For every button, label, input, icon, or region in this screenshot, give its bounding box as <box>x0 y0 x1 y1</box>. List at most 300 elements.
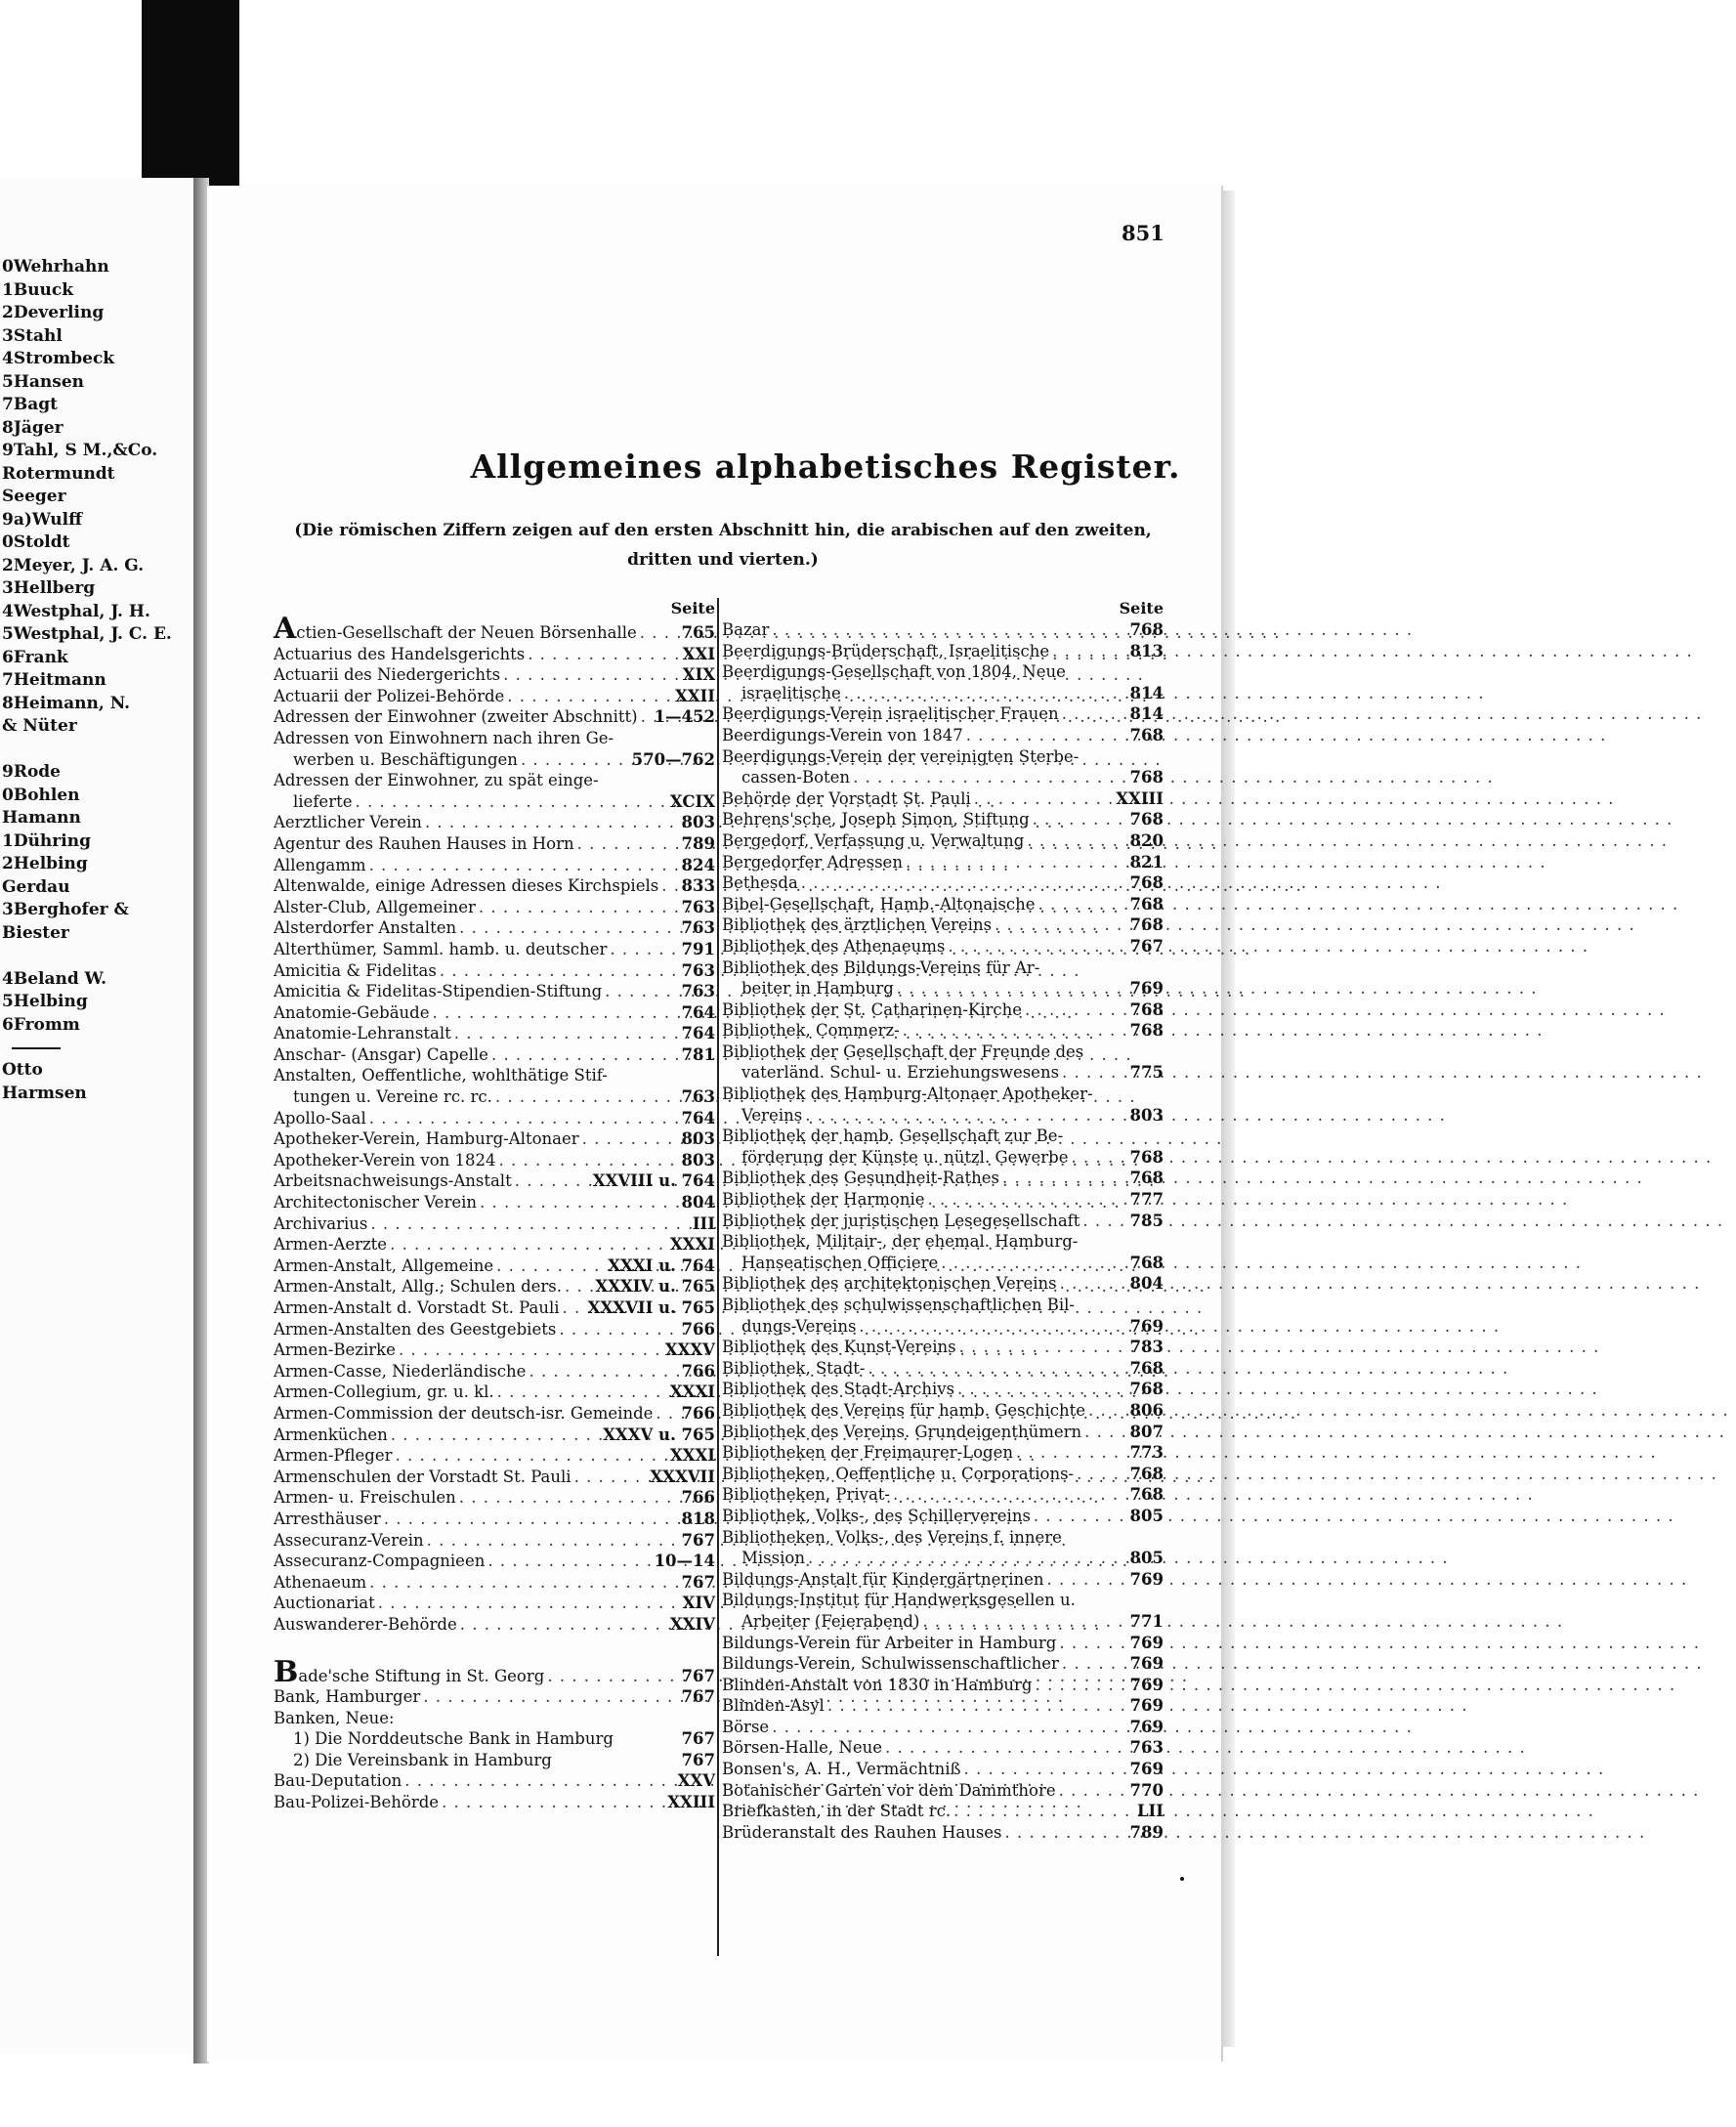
index-entry <box>722 1759 1164 1780</box>
leader-dots <box>1005 1822 1127 1844</box>
entry-text: Agentur des Rauhen Hauses in Horn <box>274 833 574 853</box>
left-page-line: Gerdau <box>2 876 70 897</box>
entry-text: Bibliothek des Gesundheit-Rathes <box>722 1169 999 1188</box>
left-page-line: 3Hellberg <box>2 578 96 598</box>
index-entry <box>274 1150 715 1171</box>
entry-text: Auswanderer-Behörde <box>274 1614 457 1634</box>
entry-text: Brüderanstalt des Rauhen Hauses <box>722 1822 1002 1842</box>
entry-text: Vereins <box>741 1105 803 1125</box>
index-entry <box>722 1253 1164 1274</box>
entry-page: XXXVII <box>650 1467 715 1486</box>
entry-text: Behörde der Vorstadt St. Pauli <box>722 788 971 808</box>
left-page-line: 3Stahl <box>2 325 63 346</box>
entry-page: 765 <box>681 623 715 642</box>
leader-dots <box>440 960 679 982</box>
leader-dots <box>497 1382 667 1403</box>
entry-text: Actuarius des Handelsgerichts <box>274 644 526 663</box>
entry-page: 814 <box>1129 704 1164 724</box>
leader-dots <box>868 1358 1127 1380</box>
index-entry <box>274 939 715 960</box>
seite-header-right: Seite <box>1119 599 1164 617</box>
index-entry <box>274 791 715 813</box>
leader-dots <box>1052 641 1126 662</box>
entry-text: Briefkasten, in der Stadt rc. <box>722 1802 952 1821</box>
entry-text: Architectonischer Verein <box>274 1193 478 1212</box>
entry-text: Börse <box>722 1717 770 1736</box>
leader-dots <box>442 1792 664 1813</box>
entry-page: 805 <box>1129 1549 1164 1568</box>
index-entry <box>274 1487 715 1509</box>
leader-dots <box>1002 1168 1127 1189</box>
entry-text: Bibliothek der juristischen Lesegesellschaft <box>722 1211 1080 1230</box>
index-entry <box>274 1792 715 1813</box>
left-page-line: 3Berghofer & <box>2 900 129 919</box>
index-entry <box>722 661 1164 683</box>
entry-text: Bibliotheken, Privat- <box>722 1485 890 1505</box>
leader-dots <box>1047 1569 1127 1591</box>
entry-page: 824 <box>681 855 715 874</box>
entry-text: Bonsen's, A. H., Vermächtniß <box>722 1760 961 1779</box>
index-entry <box>722 1422 1164 1443</box>
index-entry <box>722 1653 1164 1675</box>
index-entry <box>722 1379 1164 1400</box>
index-entry <box>274 728 715 749</box>
index-entry <box>722 1400 1164 1422</box>
entry-text: Bildungs-Verein, Schulwissenschaftlicher <box>722 1654 1059 1674</box>
entry-page: 767 <box>681 1572 715 1592</box>
column-divider <box>717 598 719 1956</box>
index-entry <box>722 1780 1164 1802</box>
entry-page: XIV <box>682 1594 715 1613</box>
index-entry <box>274 812 715 833</box>
entry-text-rest: ctien-Gesellschaft der Neuen Börsenhalle <box>296 623 637 642</box>
entry-text: Alterthümer, Samml. hamb. u. deutscher <box>274 939 608 958</box>
entry-text: Bethesda <box>722 873 798 893</box>
entry-page: 769 <box>1129 979 1164 999</box>
entry-page: 807 <box>1129 1422 1164 1441</box>
entry-text: Beerdigungs-Gesellschaft von 1804, Neue <box>722 662 1066 682</box>
leader-dots <box>1034 1506 1127 1527</box>
index-entry <box>274 1530 715 1552</box>
index-entry <box>274 1509 715 1530</box>
leader-dots <box>844 683 1127 704</box>
left-page-line: 4Strombeck <box>2 349 115 368</box>
index-entry <box>722 725 1164 746</box>
index-entry <box>274 1425 715 1446</box>
entry-page: XXI <box>682 644 715 663</box>
entry-text: Arbeitsnachweisungs-Anstalt <box>274 1171 512 1191</box>
entry-page: 803 <box>681 1129 715 1149</box>
index-entry <box>274 706 715 728</box>
entry-page: 804 <box>1129 1274 1164 1294</box>
entry-text: Beerdigungs-Verein israelitischer Frauen <box>722 704 1059 724</box>
index-entry <box>722 1273 1164 1295</box>
leader-dots <box>565 1276 592 1297</box>
entry-page: 10—14 <box>654 1552 715 1571</box>
index-entry <box>722 936 1164 957</box>
leader-dots <box>1062 1653 1127 1675</box>
index-entry <box>274 749 715 771</box>
entry-text: Arbeiter (Feierabend) <box>741 1611 920 1631</box>
leader-dots <box>1062 703 1127 725</box>
leader-dots <box>1084 1422 1126 1443</box>
entry-page: XXXVII u. 765 <box>587 1298 715 1317</box>
leader-dots <box>390 1234 667 1255</box>
entry-page: 813 <box>1129 641 1164 660</box>
entry-text: Blinden-Asyl <box>722 1696 825 1716</box>
index-entry <box>722 1590 1164 1611</box>
index-entry <box>722 1000 1164 1021</box>
entry-page: 820 <box>1129 830 1164 850</box>
entry-text: Bibliothek der Gesellschaft der Freunde des <box>722 1042 1084 1061</box>
leader-dots <box>957 1379 1127 1400</box>
entry-text: Bibliothek, Militair-, der ehemal. Hamburg- <box>722 1232 1079 1252</box>
entry-text: Hanseatischen Officiere <box>741 1253 939 1272</box>
index-entry <box>722 1633 1164 1654</box>
index-entry <box>274 1572 715 1594</box>
left-page-line <box>2 739 172 762</box>
leader-dots <box>459 1487 679 1509</box>
entry-text: Armen- u. Freischulen <box>274 1488 456 1508</box>
index-entry <box>722 1822 1164 1844</box>
leader-dots <box>496 1255 605 1277</box>
entry-text: vaterländ. Schul- u. Erziehungswesens <box>741 1063 1060 1083</box>
index-entry <box>274 1170 715 1192</box>
entry-page: 768 <box>1129 1021 1164 1041</box>
leader-dots <box>1077 1464 1126 1485</box>
entry-text: Archivarius <box>274 1213 368 1233</box>
leader-dots <box>459 917 678 939</box>
left-page-line: Biester <box>2 922 69 943</box>
entry-text: Bergedorf, Verfassung u. Verwaltung <box>722 830 1025 850</box>
entry-text: lieferte <box>293 791 353 811</box>
leader-dots <box>974 788 1113 810</box>
index-entry <box>274 1403 715 1425</box>
leader-dots <box>563 1297 585 1319</box>
entry-page: 789 <box>1129 1822 1164 1842</box>
leader-dots <box>454 1023 679 1044</box>
index-entry <box>274 897 715 918</box>
entry-page: XXXI <box>669 1383 715 1402</box>
leader-dots <box>964 1759 1127 1780</box>
entry-page: 814 <box>1129 683 1164 702</box>
index-entry <box>274 1593 715 1614</box>
entry-text: Beerdigungs-Brüderschaft, Israelitische <box>722 641 1050 660</box>
left-page-line: 0Stoldt <box>2 532 70 552</box>
entry-page: LII <box>1136 1802 1164 1821</box>
entry-page: 768 <box>1129 1147 1164 1167</box>
entry-text: Actuarii des Niedergerichts <box>274 665 501 685</box>
leader-dots <box>529 1361 678 1383</box>
leader-dots <box>656 1403 678 1425</box>
entry-text: Blinden-Anstalt von 1830 in Hamburg <box>722 1675 1033 1694</box>
entry-text: Armen-Casse, Niederländische <box>274 1361 527 1381</box>
leader-dots <box>433 1002 679 1024</box>
leader-dots <box>503 664 680 686</box>
leader-dots <box>995 915 1126 936</box>
leader-dots <box>605 981 678 1002</box>
leader-dots <box>1060 1273 1127 1295</box>
entry-text: Anatomie-Lehranstalt <box>274 1024 451 1043</box>
entry-text: beiter in Hamburg <box>741 979 894 999</box>
index-entry <box>722 852 1164 873</box>
entry-text: cassen-Boten <box>741 768 851 787</box>
entry-page: 775 <box>1129 1063 1164 1083</box>
section-initial: A <box>274 612 297 646</box>
entry-text: Mission <box>741 1549 805 1568</box>
entry-page: 768 <box>1129 1169 1164 1188</box>
entry-text: Bibliothek, Commerz- <box>722 1021 900 1041</box>
entry-page: 766 <box>681 1361 715 1381</box>
entry-page: XXII <box>674 686 715 705</box>
entry-page: 767 <box>681 1687 715 1707</box>
left-page-line: Otto <box>2 1060 43 1080</box>
entry-text: Bibliotheken, Oeffentliche u. Corporations- <box>722 1464 1075 1483</box>
leader-dots <box>423 1686 678 1708</box>
entry-page: 768 <box>1129 1253 1164 1272</box>
entry-page: 805 <box>1129 1506 1164 1525</box>
leader-dots <box>404 1770 674 1792</box>
leader-dots <box>1088 1400 1127 1422</box>
index-entry <box>274 1234 715 1255</box>
leader-dots <box>859 1316 1126 1338</box>
entry-page: 777 <box>1129 1190 1164 1210</box>
section-initial: B <box>274 1654 299 1689</box>
entry-page: XXXIV u. 765 <box>595 1277 715 1297</box>
entry-text: Armen-Pfleger <box>274 1446 393 1466</box>
entry-text: dungs-Vereins <box>741 1316 857 1336</box>
entry-text: Amicitia & Fidelitas-Stipendien-Stiftung <box>274 982 603 1001</box>
entry-text: Armen-Bezirke <box>274 1340 396 1360</box>
index-entry <box>274 1750 715 1771</box>
index-entry <box>722 1168 1164 1189</box>
index-entry <box>722 1548 1164 1569</box>
left-page-line: 9a)Wulff <box>2 509 83 530</box>
entry-page: 766 <box>681 1403 715 1423</box>
entry-page: 767 <box>681 1729 715 1749</box>
left-page-line: 2Helbing <box>2 854 88 873</box>
index-entry <box>722 1737 1164 1759</box>
entry-page: XXXI <box>669 1446 715 1466</box>
entry-page: XCIX <box>669 791 715 811</box>
entry-page: 783 <box>1129 1338 1164 1357</box>
entry-text: Armenschulen der Vorstadt St. Pauli <box>274 1467 572 1486</box>
index-entry <box>274 1708 715 1729</box>
entry-text: Alsterdorfer Anstalten <box>274 918 457 938</box>
entry-text: Auctionariat <box>274 1594 375 1613</box>
entry-text: Bibliothek des Bildungs-Vereins für Ar- <box>722 957 1040 977</box>
entry-text: Bibliothek der Harmonie <box>722 1190 925 1210</box>
index-entry <box>274 1614 715 1636</box>
index-entry <box>274 644 715 665</box>
entry-page: 769 <box>1129 1675 1164 1694</box>
entry-text-rest: ade'sche Stiftung in St. Georg <box>298 1666 545 1685</box>
entry-text: Banken, Neue: <box>274 1708 395 1727</box>
leader-dots <box>547 1666 678 1687</box>
entry-page: 768 <box>1129 768 1164 787</box>
leader-dots <box>610 939 678 960</box>
index-entry <box>274 1382 715 1403</box>
entry-text: Armen-Anstalt, Allg.; Schulen ders. <box>274 1277 563 1297</box>
left-page-line: & Nüter <box>2 716 77 736</box>
leader-dots <box>1033 809 1127 830</box>
entry-text: werben u. Beschäftigungen <box>293 749 518 769</box>
leader-dots <box>641 706 652 728</box>
leader-dots <box>384 1509 679 1530</box>
entry-text: Bibliotheken der Freimaurer-Logen <box>722 1443 1014 1463</box>
index-entry <box>274 1770 715 1792</box>
index-entry <box>274 1340 715 1361</box>
entry-text: Börsen-Halle, Neue <box>722 1738 883 1758</box>
leader-dots <box>480 1192 679 1213</box>
index-entry <box>274 1276 715 1297</box>
entry-text: Armen-Anstalt d. Vorstadt St. Pauli <box>274 1298 560 1317</box>
entry-page: 804 <box>681 1193 715 1212</box>
entry-page: 781 <box>681 1044 715 1064</box>
entry-text: israelitische <box>741 683 841 702</box>
index-entry <box>722 703 1164 725</box>
entry-text: Bibliothek des schulwissenschaftlichen Bil- <box>722 1296 1075 1314</box>
left-page-line: Hamann <box>2 808 81 828</box>
entry-text: Anschar- (Ansgar) Capelle <box>274 1044 488 1064</box>
page-title: Allgemeines alphabetisches Register. <box>470 447 1181 486</box>
entry-text: Arresthäuser <box>274 1509 381 1528</box>
entry-text: Bank, Hamburger <box>274 1687 421 1707</box>
index-entry <box>722 1611 1164 1633</box>
entry-page: 791 <box>681 939 715 958</box>
entry-text: Armen-Anstalt, Allgemeine <box>274 1255 494 1275</box>
entry-text: Armen-Collegium, gr. u. kl. <box>274 1383 494 1402</box>
index-entry <box>722 1464 1164 1485</box>
entry-page: 768 <box>1129 915 1164 935</box>
left-page-line: 5Westphal, J. C. E. <box>2 624 172 644</box>
index-entry <box>722 915 1164 936</box>
entry-page: XIX <box>682 665 715 685</box>
leader-dots <box>772 619 1126 641</box>
entry-page: 767 <box>1129 936 1164 956</box>
leader-dots <box>928 1189 1127 1211</box>
entry-text: Altenwalde, einige Adressen dieses Kirchspiels <box>274 876 659 896</box>
index-entry <box>722 1062 1164 1084</box>
index-entry <box>722 1189 1164 1211</box>
entry-text: Assecuranz-Verein <box>274 1530 424 1550</box>
index-entry <box>722 1358 1164 1380</box>
leader-dots <box>528 644 679 665</box>
left-page-line <box>12 1047 61 1049</box>
leader-dots <box>370 1213 689 1235</box>
entry-page: 768 <box>1129 873 1164 893</box>
index-entry <box>274 1551 715 1572</box>
entry-text <box>274 612 637 646</box>
leader-dots <box>959 1337 1127 1358</box>
index-entry <box>274 833 715 855</box>
entry-page: 821 <box>1129 852 1164 872</box>
entry-page: 770 <box>1129 1780 1164 1800</box>
index-entry <box>722 1105 1164 1127</box>
entry-page: 803 <box>681 1150 715 1170</box>
left-page-line: 9Rode <box>2 762 61 782</box>
entry-text: Anatomie-Gebäude <box>274 1002 430 1022</box>
entry-text <box>274 1654 545 1689</box>
leader-dots <box>487 1551 651 1572</box>
entry-text: Bildungs-Verein für Arbeiter in Hamburg <box>722 1633 1057 1652</box>
index-entry <box>722 1126 1164 1147</box>
entry-page: 768 <box>1129 620 1164 639</box>
index-entry <box>274 1213 715 1235</box>
entry-text: förderung der Künste u. nützl. Gewerbe <box>741 1147 1069 1167</box>
seite-header-left: Seite <box>670 599 715 617</box>
index-entry <box>722 1147 1164 1169</box>
leader-dots <box>1082 1211 1126 1232</box>
leader-dots <box>515 1170 590 1192</box>
entry-text: Bibliothek, Volks-, des Schillervereins <box>722 1506 1031 1525</box>
leader-dots <box>1062 1062 1127 1084</box>
entry-page: 768 <box>1129 725 1164 744</box>
index-column-left <box>274 598 715 1813</box>
entry-page: XXXV u. 765 <box>603 1425 715 1444</box>
entry-text: Beerdigungs-Verein von 1847 <box>722 725 963 744</box>
leader-dots <box>953 1801 1134 1822</box>
entry-page: XXXI <box>669 1235 715 1255</box>
entry-text: Bibliothek des ärztlichen Vereins <box>722 915 993 935</box>
left-page-line: 5Hansen <box>2 371 85 392</box>
leader-dots <box>521 749 629 771</box>
index-column-right <box>722 598 1164 1843</box>
entry-text: Bazar <box>722 620 770 639</box>
entry-text: Armen-Aerzte <box>274 1235 388 1255</box>
index-entry <box>722 894 1164 915</box>
index-entry <box>722 1569 1164 1591</box>
index-entry <box>722 1231 1164 1253</box>
left-page-line: 4Beland W. <box>2 968 107 989</box>
left-page-line: 6Fromm <box>2 1014 80 1035</box>
index-entry <box>722 1211 1164 1232</box>
leader-dots <box>460 1614 667 1636</box>
entry-page: 833 <box>681 876 715 896</box>
index-entry <box>722 788 1164 810</box>
leader-dots <box>941 1253 1126 1274</box>
index-entry <box>274 1467 715 1488</box>
left-page-line: 6Frank <box>2 647 68 667</box>
index-entry <box>722 1527 1164 1549</box>
entry-page: 803 <box>1129 1105 1164 1125</box>
index-entry <box>722 1337 1164 1358</box>
entry-text: Bibliothek des Vereins. Grundeigenthümern <box>722 1422 1082 1441</box>
entry-text: Athenaeum <box>274 1572 367 1592</box>
index-entry <box>274 664 715 686</box>
leader-dots <box>396 1445 667 1467</box>
entry-page: 803 <box>681 813 715 832</box>
entry-page: 763 <box>681 918 715 938</box>
leader-dots <box>391 1425 600 1446</box>
index-entry <box>274 1297 715 1319</box>
leader-dots <box>1027 830 1126 852</box>
leader-dots <box>906 852 1127 873</box>
leader-dots <box>399 1340 662 1361</box>
left-page-line: 2Deverling <box>2 303 105 322</box>
index-entry <box>722 830 1164 852</box>
entry-text: Bibliothek der hamb. Gesellschaft zur Be- <box>722 1127 1064 1146</box>
leader-dots <box>574 1467 648 1488</box>
entry-page: 768 <box>1129 894 1164 914</box>
left-page-line: 7Heitmann <box>2 670 106 690</box>
entry-page: 766 <box>681 1488 715 1508</box>
leader-dots <box>661 875 678 897</box>
section-spacer <box>274 1636 715 1663</box>
leader-dots <box>369 1108 679 1129</box>
index-entry <box>274 686 715 707</box>
index-entry <box>274 1023 715 1044</box>
